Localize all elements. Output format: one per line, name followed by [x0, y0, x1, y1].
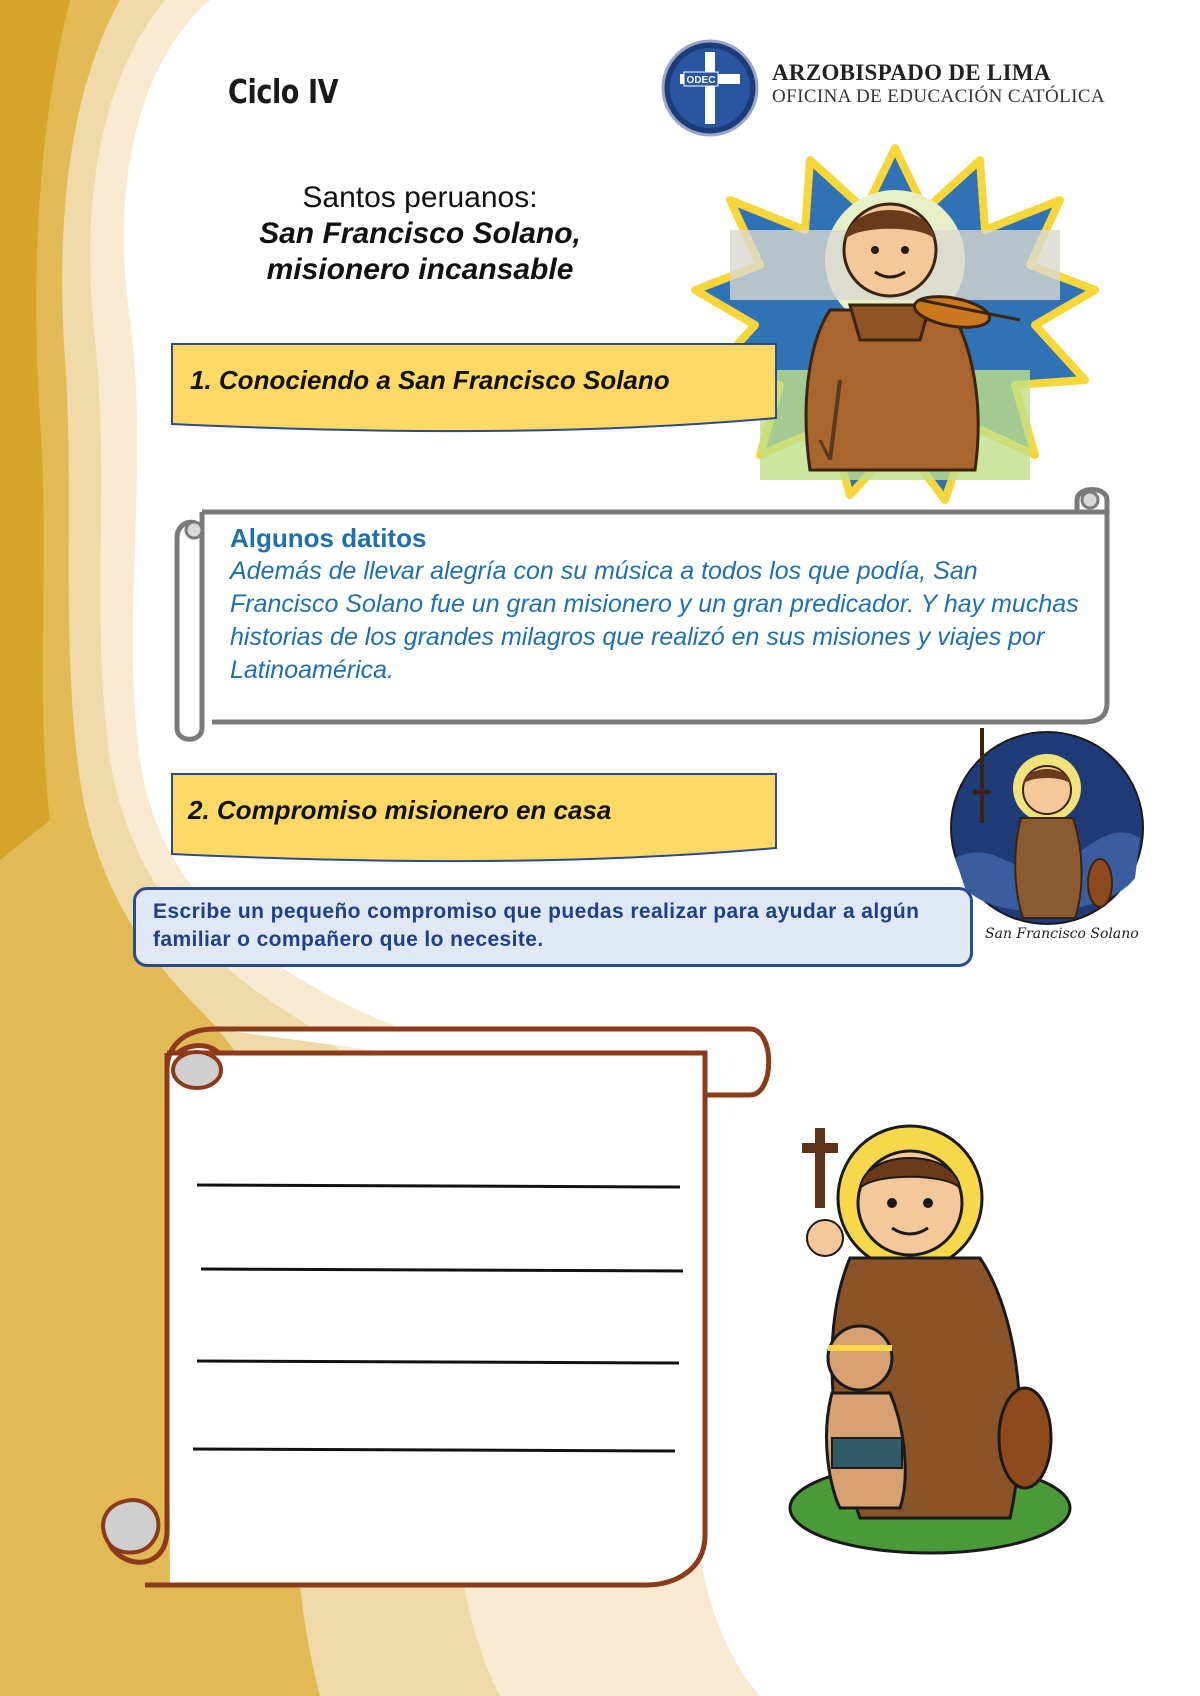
odec-logo-icon: [660, 38, 760, 138]
writing-scroll[interactable]: [85, 1025, 785, 1595]
cycle-label: Ciclo IV: [228, 72, 339, 111]
datitos-body: Además de llevar alegría con su música a todos los que podía, San Francisco Solano fue un gran misionero y un gran predicador. Y hay muchas historias de los grandes milagros que realizó en sus misiones y viajes por Latinoamérica.: [230, 557, 1079, 684]
logo-badge-text: ODEC: [686, 75, 716, 86]
page-title: [170, 180, 670, 288]
writing-line: [197, 1361, 679, 1363]
saint-with-child-illustration: [780, 1108, 1080, 1568]
title-line-2: San Francisco Solano,: [259, 217, 581, 250]
datitos-heading: Algunos datitos: [230, 523, 427, 553]
org-name: ARZOBISPADO DE LIMA: [772, 60, 1051, 85]
section2-heading: 2. Compromiso misionero en casa: [188, 795, 612, 825]
title-line-1: Santos peruanos:: [302, 181, 538, 214]
writing-line: [201, 1269, 683, 1271]
writing-line: [197, 1185, 680, 1187]
title-line-3: misionero incansable: [266, 253, 574, 286]
saint-violin-illustration: [690, 140, 1100, 510]
writing-line: [193, 1449, 675, 1451]
section1-heading: 1. Conociendo a San Francisco Solano: [190, 365, 670, 395]
instruction-text: Escribe un pequeño compromiso que puedas realizar para ayudar a algún familiar o compañero que lo necesite.: [153, 900, 920, 951]
org-subtitle: OFICINA DE EDUCACIÓN CATÓLICA: [772, 86, 1106, 107]
medallion-caption: San Francisco Solano: [985, 926, 1139, 942]
